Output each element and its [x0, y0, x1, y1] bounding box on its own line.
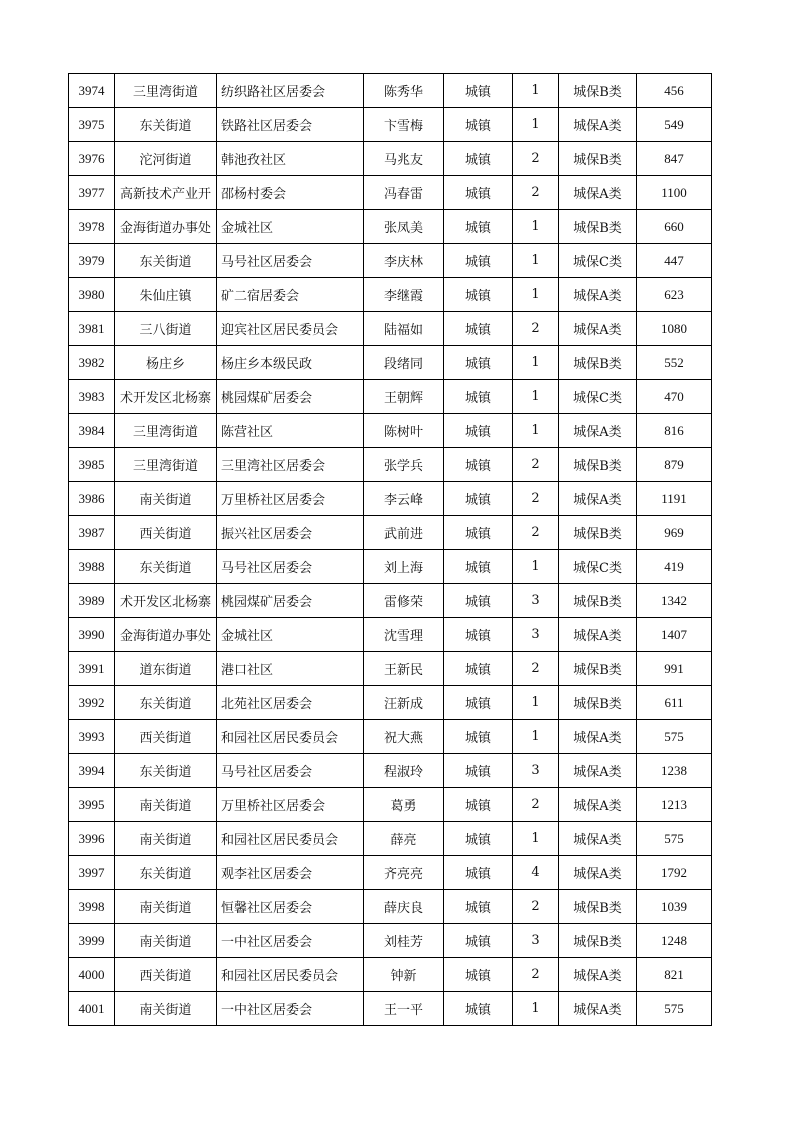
community-cell: 矿二宿居委会 — [217, 278, 364, 312]
community-cell: 桃园煤矿居委会 — [217, 584, 364, 618]
record-id-cell: 3992 — [69, 686, 115, 720]
household-count-cell: 3 — [513, 924, 559, 958]
community-cell: 陈营社区 — [217, 414, 364, 448]
community-cell: 港口社区 — [217, 652, 364, 686]
household-count-cell: 1 — [513, 550, 559, 584]
table-row — [69, 992, 712, 1026]
street-cell: 高新技术产业开 — [115, 176, 217, 210]
category-cell: 城保B类 — [559, 448, 637, 482]
community-cell: 和园社区居民委员会 — [217, 822, 364, 856]
record-id-cell: 3983 — [69, 380, 115, 414]
street-cell: 东关街道 — [115, 686, 217, 720]
residence-type-cell: 城镇 — [444, 686, 513, 720]
street-cell: 东关街道 — [115, 856, 217, 890]
category-cell: 城保A类 — [559, 788, 637, 822]
household-count-cell: 2 — [513, 788, 559, 822]
category-cell: 城保C类 — [559, 380, 637, 414]
residence-type-cell: 城镇 — [444, 448, 513, 482]
street-cell: 南关街道 — [115, 822, 217, 856]
category-cell: 城保A类 — [559, 720, 637, 754]
person-name-cell: 钟新 — [364, 958, 444, 992]
amount-cell: 1238 — [637, 754, 712, 788]
street-cell: 南关街道 — [115, 924, 217, 958]
category-cell: 城保C类 — [559, 244, 637, 278]
household-count-cell: 4 — [513, 856, 559, 890]
street-cell: 南关街道 — [115, 482, 217, 516]
residence-type-cell: 城镇 — [444, 346, 513, 380]
person-name-cell: 李云峰 — [364, 482, 444, 516]
street-cell: 南关街道 — [115, 788, 217, 822]
table-row — [69, 754, 712, 788]
record-id-cell: 3997 — [69, 856, 115, 890]
person-name-cell: 祝大燕 — [364, 720, 444, 754]
residence-type-cell: 城镇 — [444, 754, 513, 788]
record-id-cell: 3995 — [69, 788, 115, 822]
table-row — [69, 618, 712, 652]
amount-cell: 575 — [637, 720, 712, 754]
amount-cell: 1407 — [637, 618, 712, 652]
residence-type-cell: 城镇 — [444, 74, 513, 108]
person-name-cell: 李继霞 — [364, 278, 444, 312]
record-id-cell: 3976 — [69, 142, 115, 176]
residence-type-cell: 城镇 — [444, 584, 513, 618]
person-name-cell: 李庆林 — [364, 244, 444, 278]
person-name-cell: 王新民 — [364, 652, 444, 686]
record-id-cell: 3986 — [69, 482, 115, 516]
community-cell: 桃园煤矿居委会 — [217, 380, 364, 414]
table-row — [69, 550, 712, 584]
household-count-cell: 1 — [513, 414, 559, 448]
record-id-cell: 3979 — [69, 244, 115, 278]
street-cell: 沱河街道 — [115, 142, 217, 176]
amount-cell: 1080 — [637, 312, 712, 346]
table-row — [69, 414, 712, 448]
community-cell: 韩池孜社区 — [217, 142, 364, 176]
community-cell: 一中社区居委会 — [217, 992, 364, 1026]
community-cell: 万里桥社区居委会 — [217, 482, 364, 516]
street-cell: 朱仙庄镇 — [115, 278, 217, 312]
person-name-cell: 葛勇 — [364, 788, 444, 822]
residence-type-cell: 城镇 — [444, 278, 513, 312]
record-id-cell: 3988 — [69, 550, 115, 584]
person-name-cell: 冯春雷 — [364, 176, 444, 210]
amount-cell: 1342 — [637, 584, 712, 618]
table-row — [69, 890, 712, 924]
amount-cell: 816 — [637, 414, 712, 448]
person-name-cell: 齐亮亮 — [364, 856, 444, 890]
residence-type-cell: 城镇 — [444, 550, 513, 584]
community-cell: 马号社区居委会 — [217, 754, 364, 788]
community-cell: 马号社区居委会 — [217, 550, 364, 584]
category-cell: 城保B类 — [559, 686, 637, 720]
person-name-cell: 张学兵 — [364, 448, 444, 482]
table-row — [69, 210, 712, 244]
table-row — [69, 346, 712, 380]
table-row — [69, 380, 712, 414]
category-cell: 城保C类 — [559, 550, 637, 584]
amount-cell: 1039 — [637, 890, 712, 924]
household-count-cell: 1 — [513, 346, 559, 380]
amount-cell: 623 — [637, 278, 712, 312]
person-name-cell: 薛庆良 — [364, 890, 444, 924]
street-cell: 西关街道 — [115, 516, 217, 550]
record-id-cell: 3980 — [69, 278, 115, 312]
person-name-cell: 陈秀华 — [364, 74, 444, 108]
household-count-cell: 1 — [513, 244, 559, 278]
record-id-cell: 3993 — [69, 720, 115, 754]
residence-type-cell: 城镇 — [444, 618, 513, 652]
record-id-cell: 3987 — [69, 516, 115, 550]
community-cell: 铁路社区居委会 — [217, 108, 364, 142]
street-cell: 东关街道 — [115, 244, 217, 278]
table-row — [69, 584, 712, 618]
category-cell: 城保B类 — [559, 652, 637, 686]
amount-cell: 879 — [637, 448, 712, 482]
household-count-cell: 3 — [513, 618, 559, 652]
person-name-cell: 陈树叶 — [364, 414, 444, 448]
residence-type-cell: 城镇 — [444, 958, 513, 992]
residence-type-cell: 城镇 — [444, 856, 513, 890]
residence-type-cell: 城镇 — [444, 788, 513, 822]
residence-type-cell: 城镇 — [444, 652, 513, 686]
record-id-cell: 3999 — [69, 924, 115, 958]
table-row — [69, 822, 712, 856]
category-cell: 城保A类 — [559, 108, 637, 142]
category-cell: 城保B类 — [559, 924, 637, 958]
residence-type-cell: 城镇 — [444, 482, 513, 516]
household-count-cell: 1 — [513, 380, 559, 414]
record-id-cell: 4000 — [69, 958, 115, 992]
category-cell: 城保A类 — [559, 176, 637, 210]
table-row — [69, 720, 712, 754]
person-name-cell: 武前进 — [364, 516, 444, 550]
amount-cell: 1792 — [637, 856, 712, 890]
household-count-cell: 3 — [513, 754, 559, 788]
record-id-cell: 3985 — [69, 448, 115, 482]
amount-cell: 552 — [637, 346, 712, 380]
person-name-cell: 沈雪理 — [364, 618, 444, 652]
table-row — [69, 448, 712, 482]
category-cell: 城保A类 — [559, 482, 637, 516]
person-name-cell: 薛亮 — [364, 822, 444, 856]
table-row — [69, 74, 712, 108]
residence-type-cell: 城镇 — [444, 380, 513, 414]
household-count-cell: 2 — [513, 958, 559, 992]
table-row — [69, 686, 712, 720]
street-cell: 三里湾街道 — [115, 414, 217, 448]
community-cell: 恒馨社区居委会 — [217, 890, 364, 924]
household-count-cell: 3 — [513, 584, 559, 618]
amount-cell: 419 — [637, 550, 712, 584]
category-cell: 城保B类 — [559, 346, 637, 380]
community-cell: 金城社区 — [217, 618, 364, 652]
person-name-cell: 雷修荣 — [364, 584, 444, 618]
residence-type-cell: 城镇 — [444, 890, 513, 924]
community-cell: 和园社区居民委员会 — [217, 958, 364, 992]
street-cell: 南关街道 — [115, 890, 217, 924]
household-count-cell: 2 — [513, 652, 559, 686]
category-cell: 城保A类 — [559, 958, 637, 992]
category-cell: 城保A类 — [559, 856, 637, 890]
household-count-cell: 2 — [513, 448, 559, 482]
household-count-cell: 1 — [513, 992, 559, 1026]
household-count-cell: 2 — [513, 482, 559, 516]
amount-cell: 969 — [637, 516, 712, 550]
record-id-cell: 3982 — [69, 346, 115, 380]
household-count-cell: 1 — [513, 108, 559, 142]
table-row — [69, 924, 712, 958]
residence-type-cell: 城镇 — [444, 108, 513, 142]
category-cell: 城保A类 — [559, 414, 637, 448]
person-name-cell: 王朝辉 — [364, 380, 444, 414]
residence-type-cell: 城镇 — [444, 822, 513, 856]
community-cell: 振兴社区居委会 — [217, 516, 364, 550]
relief-records-table — [68, 73, 712, 1026]
community-cell: 邵杨村委会 — [217, 176, 364, 210]
record-id-cell: 3978 — [69, 210, 115, 244]
amount-cell: 847 — [637, 142, 712, 176]
street-cell: 东关街道 — [115, 754, 217, 788]
category-cell: 城保B类 — [559, 516, 637, 550]
person-name-cell: 刘桂芳 — [364, 924, 444, 958]
table-row — [69, 788, 712, 822]
street-cell: 三八街道 — [115, 312, 217, 346]
person-name-cell: 王一平 — [364, 992, 444, 1026]
residence-type-cell: 城镇 — [444, 924, 513, 958]
residence-type-cell: 城镇 — [444, 992, 513, 1026]
street-cell: 道东街道 — [115, 652, 217, 686]
person-name-cell: 卞雪梅 — [364, 108, 444, 142]
record-id-cell: 3996 — [69, 822, 115, 856]
table-row — [69, 244, 712, 278]
residence-type-cell: 城镇 — [444, 176, 513, 210]
category-cell: 城保A类 — [559, 754, 637, 788]
street-cell: 南关街道 — [115, 992, 217, 1026]
street-cell: 三里湾街道 — [115, 448, 217, 482]
street-cell: 金海街道办事处 — [115, 210, 217, 244]
street-cell: 西关街道 — [115, 958, 217, 992]
community-cell: 马号社区居委会 — [217, 244, 364, 278]
category-cell: 城保B类 — [559, 584, 637, 618]
community-cell: 金城社区 — [217, 210, 364, 244]
table-row — [69, 176, 712, 210]
household-count-cell: 1 — [513, 210, 559, 244]
category-cell: 城保B类 — [559, 142, 637, 176]
record-id-cell: 3981 — [69, 312, 115, 346]
street-cell: 东关街道 — [115, 550, 217, 584]
record-id-cell: 3975 — [69, 108, 115, 142]
household-count-cell: 1 — [513, 278, 559, 312]
category-cell: 城保A类 — [559, 822, 637, 856]
amount-cell: 1213 — [637, 788, 712, 822]
table-row — [69, 856, 712, 890]
community-cell: 杨庄乡本级民政 — [217, 346, 364, 380]
record-id-cell: 3990 — [69, 618, 115, 652]
residence-type-cell: 城镇 — [444, 720, 513, 754]
residence-type-cell: 城镇 — [444, 244, 513, 278]
amount-cell: 447 — [637, 244, 712, 278]
category-cell: 城保B类 — [559, 890, 637, 924]
household-count-cell: 2 — [513, 176, 559, 210]
amount-cell: 456 — [637, 74, 712, 108]
community-cell: 和园社区居民委员会 — [217, 720, 364, 754]
category-cell: 城保B类 — [559, 74, 637, 108]
street-cell: 三里湾街道 — [115, 74, 217, 108]
category-cell: 城保A类 — [559, 312, 637, 346]
amount-cell: 1191 — [637, 482, 712, 516]
table-row — [69, 958, 712, 992]
street-cell: 杨庄乡 — [115, 346, 217, 380]
household-count-cell: 1 — [513, 822, 559, 856]
record-id-cell: 3994 — [69, 754, 115, 788]
household-count-cell: 1 — [513, 686, 559, 720]
person-name-cell: 程淑玲 — [364, 754, 444, 788]
residence-type-cell: 城镇 — [444, 210, 513, 244]
household-count-cell: 2 — [513, 890, 559, 924]
amount-cell: 575 — [637, 992, 712, 1026]
person-name-cell: 张凤美 — [364, 210, 444, 244]
community-cell: 迎宾社区居民委员会 — [217, 312, 364, 346]
amount-cell: 470 — [637, 380, 712, 414]
residence-type-cell: 城镇 — [444, 516, 513, 550]
amount-cell: 660 — [637, 210, 712, 244]
amount-cell: 1248 — [637, 924, 712, 958]
amount-cell: 821 — [637, 958, 712, 992]
street-cell: 东关街道 — [115, 108, 217, 142]
table-body — [69, 74, 712, 1026]
street-cell: 术开发区北杨寨 — [115, 584, 217, 618]
record-id-cell: 3998 — [69, 890, 115, 924]
community-cell: 北苑社区居委会 — [217, 686, 364, 720]
community-cell: 万里桥社区居委会 — [217, 788, 364, 822]
amount-cell: 991 — [637, 652, 712, 686]
table-row — [69, 482, 712, 516]
table-row — [69, 516, 712, 550]
community-cell: 三里湾社区居委会 — [217, 448, 364, 482]
category-cell: 城保A类 — [559, 618, 637, 652]
person-name-cell: 马兆友 — [364, 142, 444, 176]
record-id-cell: 4001 — [69, 992, 115, 1026]
record-id-cell: 3974 — [69, 74, 115, 108]
street-cell: 金海街道办事处 — [115, 618, 217, 652]
community-cell: 纺织路社区居委会 — [217, 74, 364, 108]
person-name-cell: 汪新成 — [364, 686, 444, 720]
amount-cell: 575 — [637, 822, 712, 856]
household-count-cell: 2 — [513, 142, 559, 176]
record-id-cell: 3989 — [69, 584, 115, 618]
record-id-cell: 3984 — [69, 414, 115, 448]
household-count-cell: 1 — [513, 720, 559, 754]
residence-type-cell: 城镇 — [444, 414, 513, 448]
community-cell: 一中社区居委会 — [217, 924, 364, 958]
record-id-cell: 3991 — [69, 652, 115, 686]
table-row — [69, 312, 712, 346]
community-cell: 观李社区居委会 — [217, 856, 364, 890]
amount-cell: 1100 — [637, 176, 712, 210]
table-row — [69, 108, 712, 142]
category-cell: 城保A类 — [559, 278, 637, 312]
household-count-cell: 2 — [513, 312, 559, 346]
amount-cell: 549 — [637, 108, 712, 142]
person-name-cell: 陆福如 — [364, 312, 444, 346]
table-row — [69, 142, 712, 176]
document-page — [68, 73, 712, 1026]
amount-cell: 611 — [637, 686, 712, 720]
category-cell: 城保B类 — [559, 210, 637, 244]
person-name-cell: 段绪同 — [364, 346, 444, 380]
person-name-cell: 刘上海 — [364, 550, 444, 584]
household-count-cell: 1 — [513, 74, 559, 108]
street-cell: 西关街道 — [115, 720, 217, 754]
residence-type-cell: 城镇 — [444, 142, 513, 176]
residence-type-cell: 城镇 — [444, 312, 513, 346]
record-id-cell: 3977 — [69, 176, 115, 210]
street-cell: 术开发区北杨寨 — [115, 380, 217, 414]
household-count-cell: 2 — [513, 516, 559, 550]
category-cell: 城保A类 — [559, 992, 637, 1026]
table-row — [69, 278, 712, 312]
table-row — [69, 652, 712, 686]
